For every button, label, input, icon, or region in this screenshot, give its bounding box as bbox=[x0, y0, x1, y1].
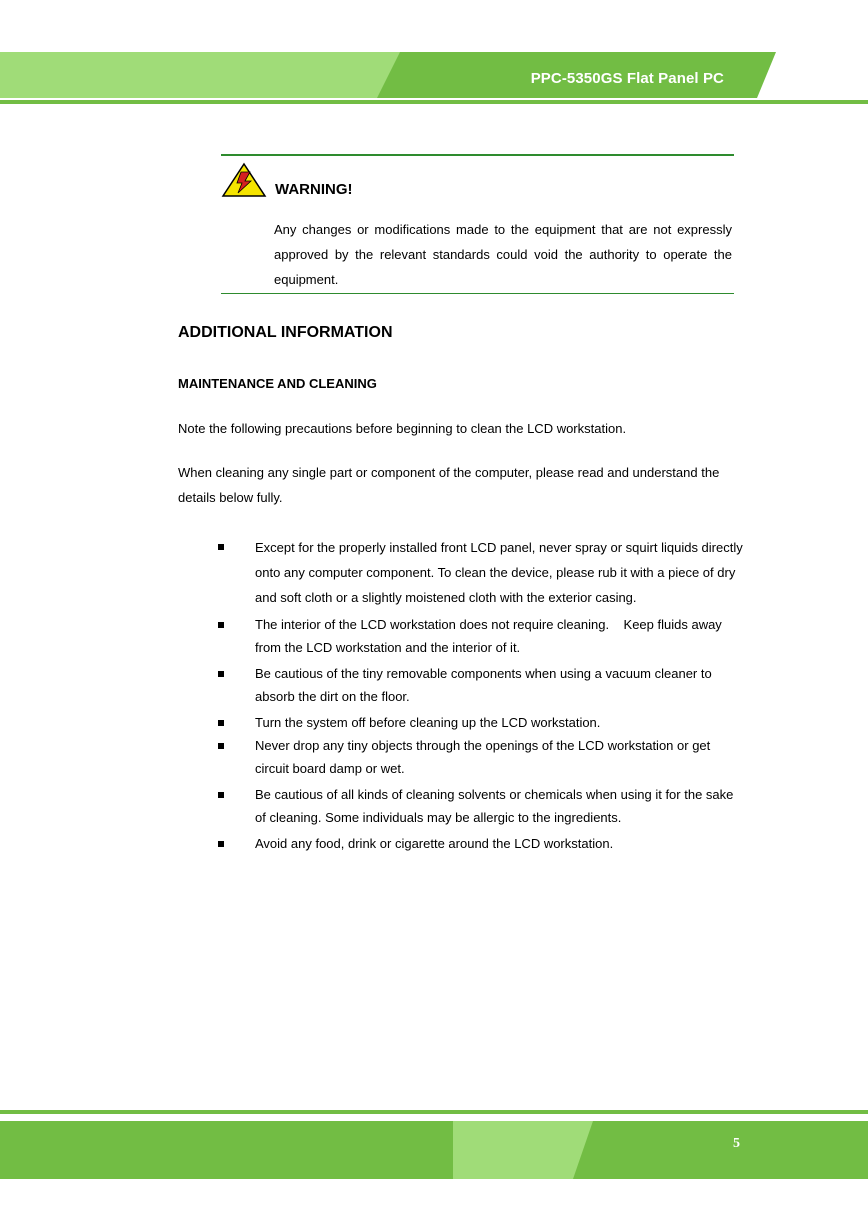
list-item: Be cautious of all kinds of cleaning solvents or chemicals when using it for the sake of cleaning. Some individuals may be allergic to the ingredients. bbox=[178, 783, 744, 829]
list-item: Never drop any tiny objects through the openings of the LCD workstation or get circuit board damp or wet. bbox=[178, 734, 744, 780]
section-heading: ADDITIONAL INFORMATION bbox=[178, 324, 393, 341]
header-rule bbox=[0, 100, 868, 104]
intro-paragraph: Note the following precautions before beginning to clean the LCD workstation. bbox=[178, 421, 627, 436]
bullet-square-icon bbox=[218, 841, 224, 847]
bullet-square-icon bbox=[218, 743, 224, 749]
list-item: Turn the system off before cleaning up the LCD workstation. bbox=[178, 711, 744, 734]
precaution-list bbox=[178, 535, 744, 858]
bullet-square-icon bbox=[218, 792, 224, 798]
bullet-square-icon bbox=[218, 544, 224, 550]
bullet-square-icon bbox=[218, 720, 224, 726]
bullet-square-icon bbox=[218, 671, 224, 677]
footer-rule bbox=[0, 1110, 868, 1114]
list-item: The interior of the LCD workstation does not require cleaning. Keep fluids away from the LCD workstation and the interior of it. bbox=[178, 613, 744, 659]
instruction-paragraph: When cleaning any single part or component of the computer, please read and understand the details below fully. bbox=[178, 465, 720, 505]
header-title: PPC-5350GS Flat Panel PC bbox=[530, 70, 724, 87]
section-subheading: MAINTENANCE AND CLEANING bbox=[178, 376, 377, 391]
footer-band-light bbox=[453, 1121, 593, 1179]
page-number: 5 bbox=[733, 1136, 740, 1151]
list-item: Be cautious of the tiny removable components when using a vacuum cleaner to absorb the dirt on the floor. bbox=[178, 662, 744, 708]
warning-text: Any changes or modifications made to the equipment that are not expressly approved by the relevant standards could void the authority to operate the equipment. bbox=[274, 222, 732, 287]
warning-title: WARNING! bbox=[275, 181, 353, 198]
list-item: Except for the properly installed front LCD panel, never spray or squirt liquids directly onto any computer component. To clean the device, please rub it with a piece of dry and soft cloth or a slightly moistened cloth with the exterior casing. bbox=[178, 535, 744, 610]
warning-bottom-rule bbox=[221, 293, 734, 294]
warning-top-rule bbox=[221, 154, 734, 156]
list-item: Avoid any food, drink or cigarette around the LCD workstation. bbox=[178, 832, 744, 855]
warning-triangle-icon bbox=[221, 162, 267, 198]
header-band-light bbox=[0, 52, 400, 98]
bullet-square-icon bbox=[218, 622, 224, 628]
